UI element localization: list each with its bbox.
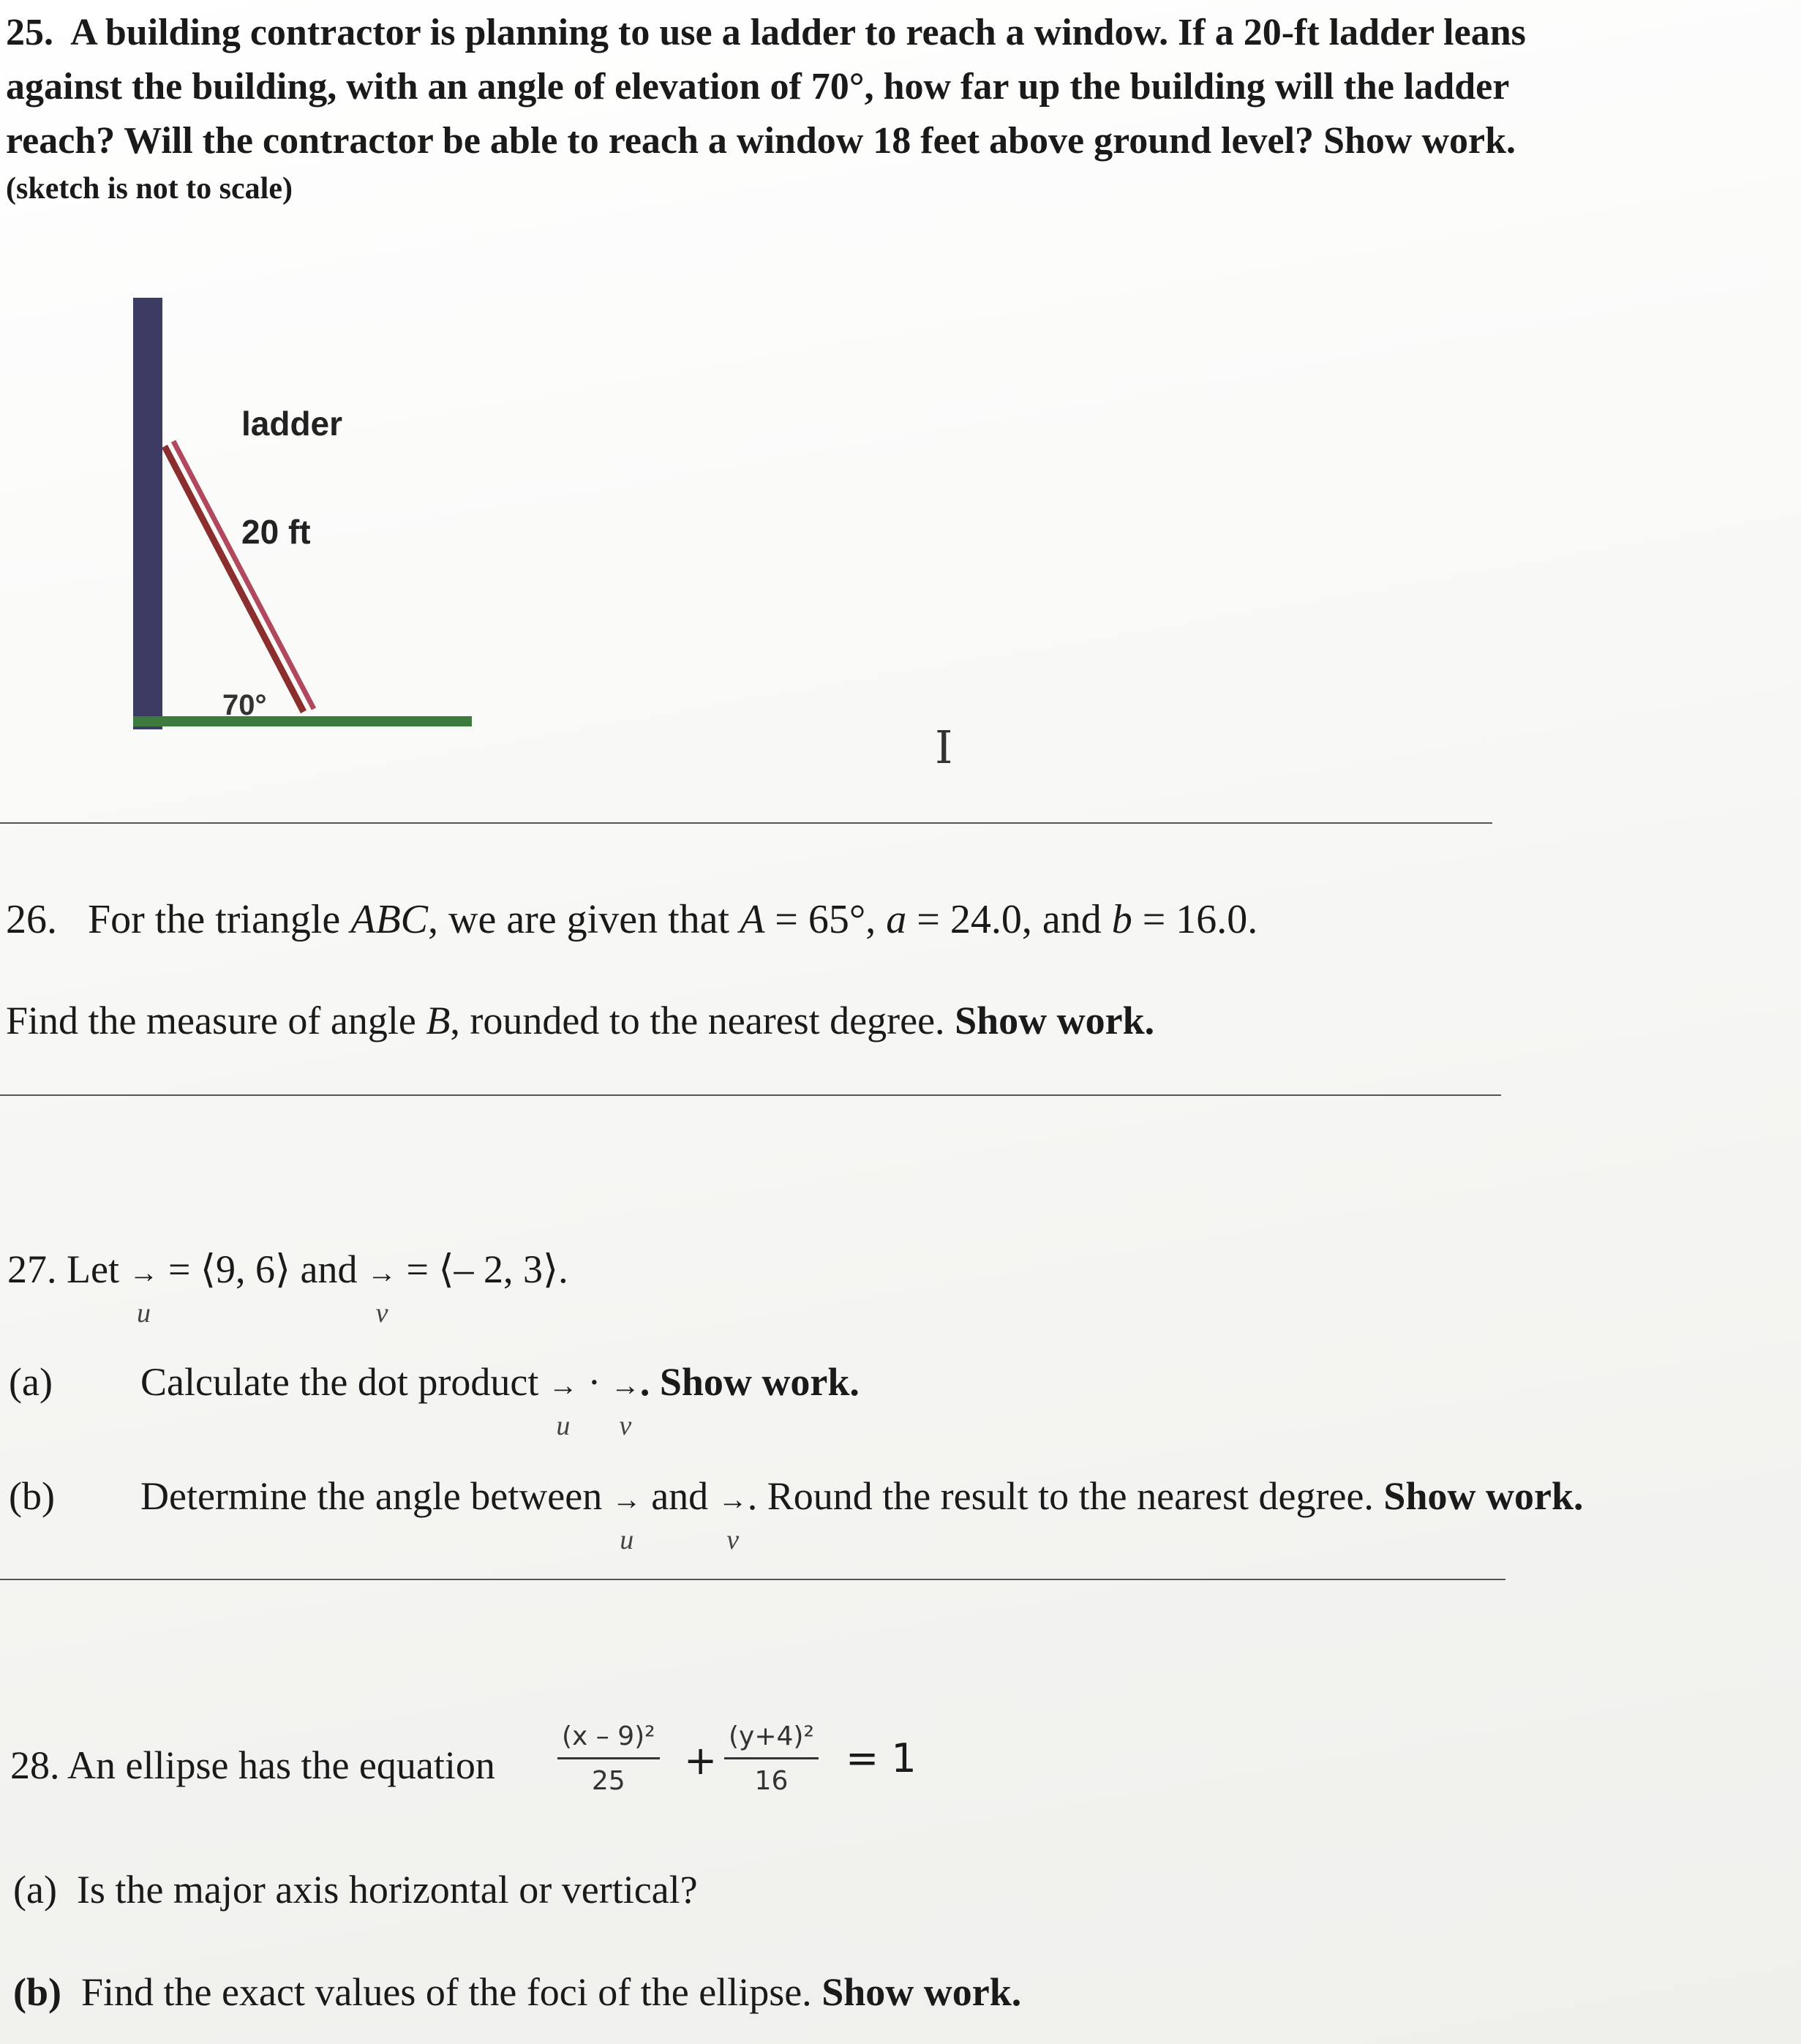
angle-label: 70° xyxy=(222,689,267,721)
q25-text-3: reach? Will the contractor be able to reach a window 18 feet above ground level? xyxy=(6,120,1315,162)
q26-a-val: = 24.0, xyxy=(906,897,1032,942)
dot-operator: · xyxy=(577,1360,611,1404)
divider-1 xyxy=(0,822,1492,824)
q25-number: 25. xyxy=(6,12,53,53)
ladder-diagram xyxy=(124,289,475,735)
vector-u xyxy=(129,1256,159,1329)
ladder-label: ladder xyxy=(241,405,343,443)
q27-a-line xyxy=(140,1355,860,1441)
ladder-rail-left xyxy=(165,446,304,712)
q26-find-post: , rounded to the nearest degree. xyxy=(450,999,945,1042)
vector-u-letter: u xyxy=(556,1410,571,1441)
q25-note: (sketch is not to scale) xyxy=(6,172,293,206)
text-cursor-icon: I xyxy=(935,721,953,774)
q26-triangle: ABC xyxy=(350,897,429,942)
vector-u-letter: u xyxy=(620,1525,634,1555)
q25-block xyxy=(6,6,1747,209)
q27-u-val: = ⟨9, 6⟩ and xyxy=(158,1247,358,1291)
q27-a-show-work: . Show work. xyxy=(639,1360,860,1404)
vector-v-letter: v xyxy=(619,1410,632,1441)
q26-find-var: B xyxy=(426,999,451,1042)
q27-b-text: Determine the angle between xyxy=(140,1474,603,1518)
q26-find-pre: Find the measure of angle xyxy=(6,999,416,1042)
q26-text-mid: , we are given that xyxy=(428,897,730,942)
equals-one: = 1 xyxy=(846,1735,917,1781)
ladder-rail-right xyxy=(173,441,314,709)
vector-v-arrow: → xyxy=(367,1256,397,1289)
vector-u-arrow: → xyxy=(612,1483,642,1516)
length-label: 20 ft xyxy=(241,513,311,551)
q28-a-line xyxy=(13,1863,698,1917)
vector-v-arrow: → xyxy=(718,1483,748,1516)
q27-b-post: . Round the result to the nearest degree. xyxy=(747,1474,1374,1518)
q27-b-line xyxy=(140,1469,1584,1555)
q28-b-line xyxy=(13,1965,1021,2019)
q25-line-3 xyxy=(6,114,1747,168)
q28-a-label: (a) xyxy=(13,1868,57,1912)
fraction-y-numerator: (y+4)² xyxy=(724,1716,819,1759)
fraction-y-denominator: 16 xyxy=(754,1766,789,1796)
fraction-x-denominator: 25 xyxy=(591,1766,625,1796)
divider-3 xyxy=(0,1579,1505,1580)
q27-line-1 xyxy=(7,1242,568,1329)
q26-show-work: Show work. xyxy=(955,999,1155,1042)
building-wall xyxy=(133,298,162,729)
q25-show-work: Show work. xyxy=(1323,120,1516,162)
divider-2 xyxy=(0,1094,1501,1096)
q28-b-show-work: Show work. xyxy=(821,1970,1022,2014)
q28-a-text: Is the major axis horizontal or vertical? xyxy=(76,1868,698,1912)
fraction-y xyxy=(724,1716,819,1803)
q27-number: 27. Let xyxy=(7,1247,119,1291)
fraction-x xyxy=(557,1716,660,1803)
fraction-x-numerator: (x – 9)² xyxy=(557,1716,660,1759)
vector-v-letter: v xyxy=(726,1525,740,1555)
vector-u-arrow: → xyxy=(129,1256,159,1289)
plus-sign: + xyxy=(684,1737,718,1784)
q26-a-var: a xyxy=(886,897,907,942)
q26-text-pre: For the triangle xyxy=(88,897,341,942)
q27-v-val: = ⟨– 2, 3⟩. xyxy=(396,1247,568,1291)
q26-angle-var: A xyxy=(740,897,765,942)
vector-v xyxy=(610,1369,640,1441)
q27-b-and: and xyxy=(641,1474,718,1518)
q27-b-label: (b) xyxy=(9,1474,55,1518)
q27-a-text: Calculate the dot product xyxy=(140,1360,539,1404)
q26-angle-val: = 65°, xyxy=(764,897,876,942)
q26-line-1 xyxy=(6,893,1257,947)
vector-v xyxy=(718,1483,748,1555)
vector-v xyxy=(367,1256,397,1329)
q25-text-1: A building contractor is planning to use a ladder to reach a window. If a 20-ft ladder leans xyxy=(70,12,1526,53)
q27-a-label: (a) xyxy=(9,1360,53,1404)
q26-b-var: b xyxy=(1111,897,1132,942)
vector-v-arrow: → xyxy=(610,1369,640,1402)
q26-b-val: = 16.0. xyxy=(1132,897,1258,942)
q28-b-text: Find the exact values of the foci of the ellipse. xyxy=(81,1970,812,2014)
q28-lead: 28. An ellipse has the equation xyxy=(10,1743,495,1787)
vector-u-letter: u xyxy=(136,1298,151,1329)
ground-line xyxy=(133,716,472,726)
q28-b-label: (b) xyxy=(13,1970,61,2014)
q25-line-2: against the building, with an angle of elevation of 70°, how far up the building will the ladder xyxy=(6,66,1510,108)
vector-v-letter: v xyxy=(375,1298,388,1329)
vector-u xyxy=(548,1369,578,1441)
vector-u-arrow: → xyxy=(548,1369,578,1402)
q25-line-1 xyxy=(6,6,1747,60)
q26-line-2 xyxy=(6,993,1154,1048)
q26-and: and xyxy=(1031,897,1112,942)
vector-u xyxy=(612,1483,642,1555)
q27-b-show-work: Show work. xyxy=(1383,1474,1584,1518)
q26-number: 26. xyxy=(6,897,57,942)
